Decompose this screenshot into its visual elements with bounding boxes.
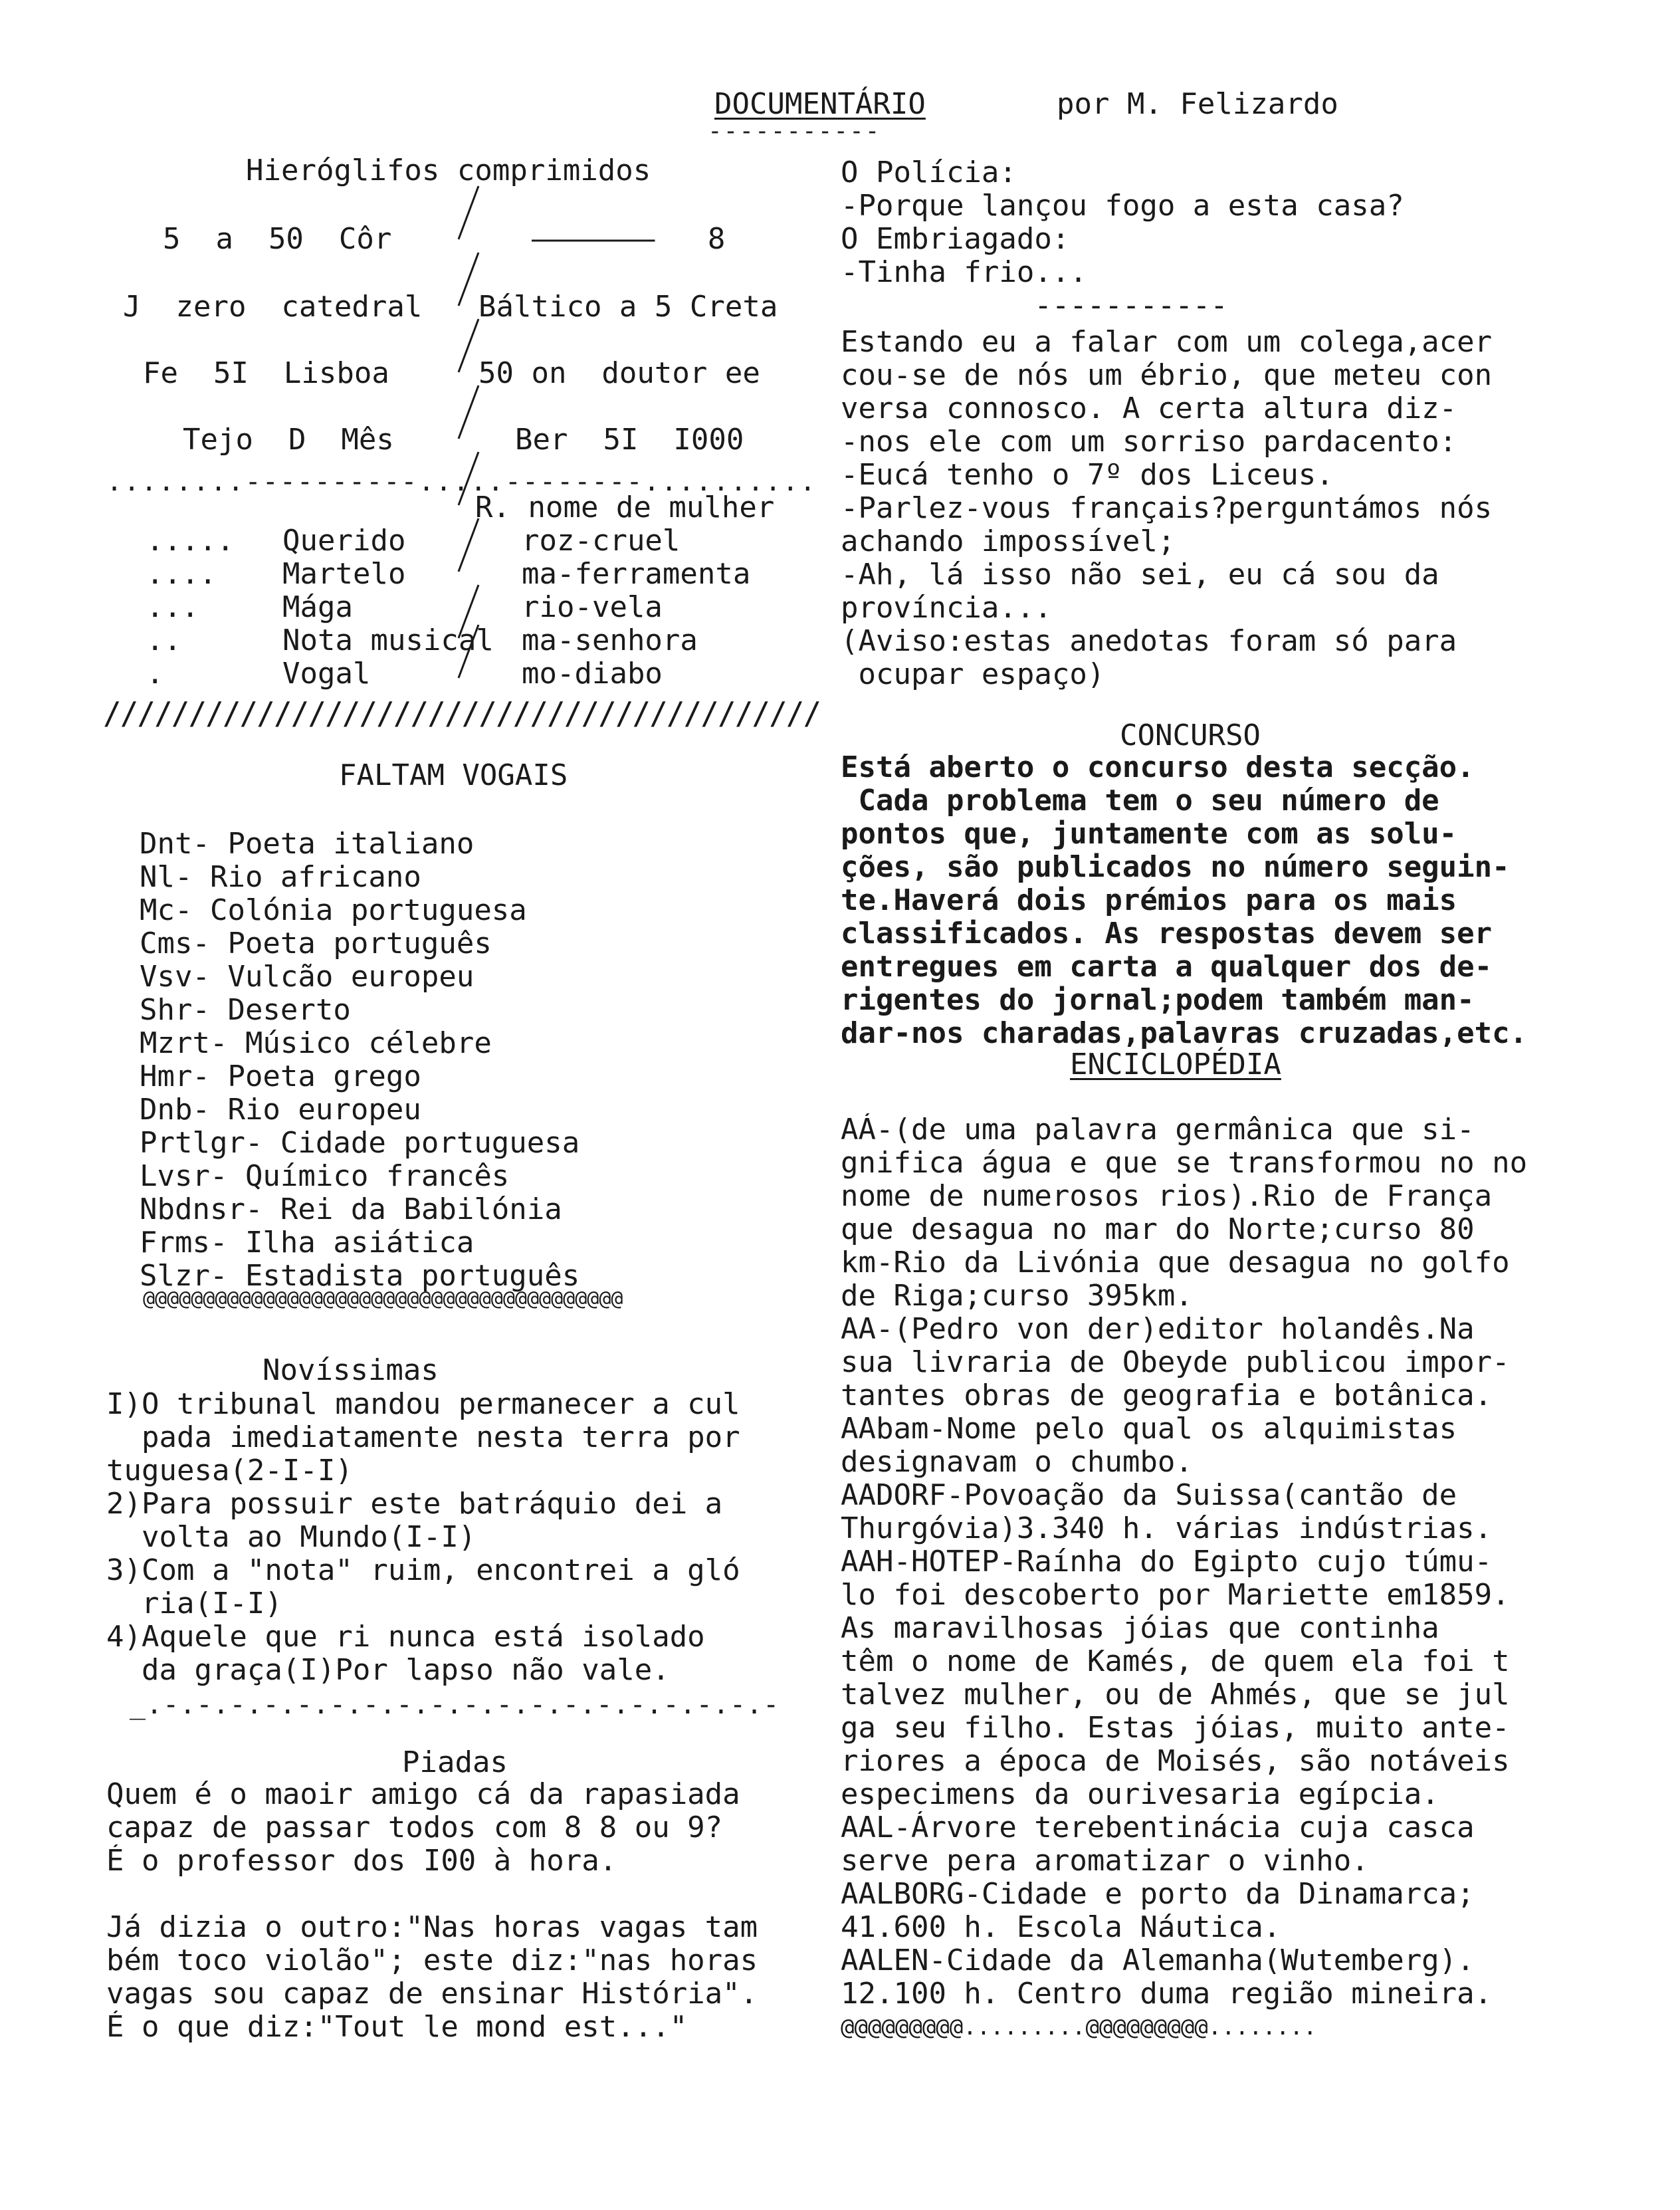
entry-line: especimens da ourivesaria egípcia. xyxy=(841,1778,1439,1811)
entry-line: designavam o chumbo. xyxy=(841,1446,1193,1479)
entry-line: AALBORG-Cidade e porto da Dinamarca; xyxy=(841,1878,1475,1911)
hieroglyph-row-2-left: J zero catedral xyxy=(123,290,423,324)
puzzle-line: 4)Aquele que ri nunca está isolado xyxy=(106,1620,705,1654)
answer-5-word: Vogal xyxy=(282,657,371,691)
answer-1-hint: roz-cruel xyxy=(522,524,681,558)
piadas-body xyxy=(106,1778,837,2044)
list-item: Lvsr- Químico francês xyxy=(140,1160,510,1193)
slash-divider xyxy=(439,160,492,685)
puzzle-line: 3)Com a "nota" ruim, encontrei a gló xyxy=(106,1554,740,1587)
hieroglyph-row-4-left: Tejo D Mês xyxy=(183,423,394,457)
hieroglyph-row-3-right: 50 on doutor ee xyxy=(478,356,760,390)
anecdote-line: Estando eu a falar com um colega,acer xyxy=(841,326,1493,359)
anecdote-line: província... xyxy=(841,592,1052,625)
contest-line: classificados. As respostas devem ser xyxy=(841,917,1493,950)
entry-line: 41.600 h. Escola Náutica. xyxy=(841,1911,1281,1944)
contest-line: Está aberto o concurso desta secção. xyxy=(841,751,1475,784)
answer-2-dots: .... xyxy=(146,557,217,591)
list-item: Dnb- Rio europeu xyxy=(140,1093,421,1127)
joke-line: bém toco violão"; este diz:"nas horas xyxy=(106,1944,758,1977)
hieroglyph-row-3-left: Fe 5I Lisboa xyxy=(143,356,389,390)
answer-2-word: Martelo xyxy=(282,557,406,591)
entry-line: têm o nome de Kamés, de quem ela foi t xyxy=(841,1645,1510,1678)
list-item: Nl- Rio africano xyxy=(140,861,421,894)
enciclopedia-body xyxy=(841,1113,1612,2044)
entry-line: km-Rio da Livónia que desagua no golfo xyxy=(841,1246,1510,1279)
answer-5-dots: . xyxy=(146,657,164,691)
entry-line: As maravilhosas jóias que continha xyxy=(841,1612,1439,1645)
entry-line: ga seu filho. Estas jóias, muito ante- xyxy=(841,1712,1510,1745)
faltam-vogais-title: FALTAM VOGAIS xyxy=(339,758,568,792)
anecdote-line: -nos ele com um sorriso pardacento: xyxy=(841,425,1457,459)
answer-3-hint: rio-vela xyxy=(522,590,663,624)
list-item: Dnt- Poeta italiano xyxy=(140,828,474,861)
joke-line: Já dizia o outro:"Nas horas vagas tam xyxy=(106,1911,758,1944)
hieroglyphs-title: Hieróglifos comprimidos xyxy=(246,154,651,187)
contest-line: rigentes do jornal;podem também man- xyxy=(841,984,1475,1017)
list-item: Slzr- Estadista português xyxy=(140,1260,580,1293)
joke-line: É o que diz:"Tout le mond est..." xyxy=(106,2011,688,2044)
entry-line: de Riga;curso 395km. xyxy=(841,1279,1193,1313)
answer-4-word: Nota musical xyxy=(282,623,494,657)
entry-line: tantes obras de geografia e botânica. xyxy=(841,1379,1493,1412)
answer-1-word: Querido xyxy=(282,524,406,558)
page-title: DOCUMENTÁRIO xyxy=(714,87,926,121)
anecdote-line: ocupar espaço) xyxy=(841,658,1105,691)
concurso-title: CONCURSO xyxy=(1120,718,1261,752)
novissimas-title: Novíssimas xyxy=(262,1353,439,1387)
entry-line: sua livraria de Obeyde publicou impor- xyxy=(841,1346,1510,1379)
anecdote-line: versa connosco. A certa altura diz- xyxy=(841,392,1457,425)
puzzle-line: ria(I-I) xyxy=(106,1587,282,1620)
puzzle-line: volta ao Mundo(I-I) xyxy=(106,1521,476,1554)
hieroglyph-row-1-right: ——————— 8 xyxy=(532,222,726,256)
anecdote-line: -Ah, lá isso não sei, eu cá sou da xyxy=(841,558,1439,592)
entry-line: 12.100 h. Centro duma região mineira. xyxy=(841,1977,1493,2011)
entry-line: nome de numerosos rios).Rio de França xyxy=(841,1180,1493,1213)
entry-line: AÁ-(de uma palavra germânica que si- xyxy=(841,1113,1475,1147)
dash-divider-left: _.-.-.-.-.-.-.-.-.-.-.-.-.-.-.-.-.-.-.- xyxy=(130,1690,780,1720)
dialogue-line: O Embriagado: xyxy=(841,223,1070,256)
hieroglyph-row-4-right: Ber 5I I000 xyxy=(515,423,744,457)
list-item: Prtlgr- Cidade portuguesa xyxy=(140,1127,580,1160)
list-item: Nbdnsr- Rei da Babilónia xyxy=(140,1193,562,1226)
anecdote-line: achando impossível; xyxy=(841,525,1176,558)
entry-line: AA-(Pedro von der)editor holandês.Na xyxy=(841,1313,1475,1346)
contest-line: pontos que, juntamente com as solu- xyxy=(841,818,1457,851)
anecdote-line: -Eucá tenho o 7º dos Liceus. xyxy=(841,459,1334,492)
dialogue-line: -Tinha frio... xyxy=(841,256,1087,289)
answer-4-dots: .. xyxy=(146,623,181,657)
entry-line: AAbam-Nome pelo qual os alquimistas xyxy=(841,1412,1457,1446)
list-item: Frms- Ilha asiática xyxy=(140,1226,474,1260)
contest-line: ções, são publicados no número seguin- xyxy=(841,851,1510,884)
anecdote-line: -Parlez-vous français?perguntámos nós xyxy=(841,492,1493,525)
answer-3-word: Mága xyxy=(282,590,353,624)
entry-line: lo foi descoberto por Mariette em1859. xyxy=(841,1579,1510,1612)
answer-4-hint: ma-senhora xyxy=(522,623,698,657)
entry-line: Thurgóvia)3.340 h. várias indústrias. xyxy=(841,1512,1493,1545)
answer-3-dots: ... xyxy=(146,590,199,624)
contest-line: entregues em carta a qualquer dos de- xyxy=(841,950,1493,984)
entry-line: talvez mulher, ou de Ahmés, que se jul xyxy=(841,1678,1510,1712)
faltam-vogais-list xyxy=(140,828,857,1293)
joke-line: capaz de passar todos com 8 8 ou 9? xyxy=(106,1811,723,1844)
hieroglyph-answers-header: R. nome de mulher xyxy=(475,491,775,524)
entry-line: que desagua no mar do Norte;curso 80 xyxy=(841,1213,1475,1246)
list-item: Hmr- Poeta grego xyxy=(140,1060,421,1093)
puzzle-line: tuguesa(2-I-I) xyxy=(106,1454,353,1488)
joke-line: Quem é o maoir amigo cá da rapasiada xyxy=(106,1778,740,1811)
entry-line: AAH-HOTEP-Raínha do Egipto cujo túmu- xyxy=(841,1545,1493,1579)
list-item: Mzrt- Músico célebre xyxy=(140,1027,492,1060)
hieroglyph-row-1-left: 5 a 50 Côr xyxy=(163,222,392,256)
at-divider-left: @@@@@@@@@@@@@@@@@@@@@@@@@@@@@@@@@@@@@@@@ xyxy=(143,1287,623,1311)
hieroglyph-row-2-right: Báltico a 5 Creta xyxy=(478,290,778,324)
dialogue-divider: ----------- xyxy=(841,289,1228,322)
entry-line: serve pera aromatizar o vinho. xyxy=(841,1844,1369,1878)
joke-line xyxy=(106,1878,837,1911)
joke-line: É o professor dos I00 à hora. xyxy=(106,1844,617,1878)
contest-line: Cada problema tem o seu número de xyxy=(841,784,1439,818)
hatch-divider: ////////////////////////////////////////// xyxy=(103,695,821,731)
answer-1-dots: ..... xyxy=(146,524,235,558)
list-item: Vsv- Vulcão europeu xyxy=(140,960,474,994)
list-item: Mc- Colónia portuguesa xyxy=(140,894,527,927)
list-item: Shr- Deserto xyxy=(140,994,351,1027)
puzzle-line: 2)Para possuir este batráquio dei a xyxy=(106,1488,723,1521)
answer-5-hint: mo-diabo xyxy=(522,657,663,691)
answer-2-hint: ma-ferramenta xyxy=(522,557,751,591)
anedota-body xyxy=(841,326,1612,691)
enciclopedia-title: ENCICLOPÉDIA xyxy=(1070,1048,1281,1081)
anecdote-line: cou-se de nós um ébrio, que meteu con xyxy=(841,359,1493,392)
puzzle-line: I)O tribunal mandou permanecer a cul xyxy=(106,1388,740,1421)
entry-line: AAL-Árvore terebentinácia cuja casca xyxy=(841,1811,1475,1844)
anecdote-line: (Aviso:estas anedotas foram só para xyxy=(841,625,1457,658)
dialogue-line: -Porque lançou fogo a esta casa? xyxy=(841,189,1404,223)
title-underline: ----------- xyxy=(708,118,881,145)
contest-line: dar-nos charadas,palavras cruzadas,etc. xyxy=(841,1017,1528,1050)
piadas-title: Piadas xyxy=(402,1745,508,1779)
entry-line: riores a época de Moisés, são notáveis xyxy=(841,1745,1510,1778)
entry-line: AALEN-Cidade da Alemanha(Wutemberg). xyxy=(841,1944,1475,1977)
author-byline: por M. Felizardo xyxy=(1057,87,1338,121)
concurso-body xyxy=(841,751,1612,1050)
list-item: Cms- Poeta português xyxy=(140,927,492,960)
dialogue-line: O Polícia: xyxy=(841,156,1017,189)
novissimas-body xyxy=(106,1388,817,1687)
hieroglyph-dots-line: ........----------.....--------.......... xyxy=(106,467,817,497)
entry-line: gnifica água e que se transformou no no xyxy=(841,1147,1528,1180)
entry-line: AADORF-Povoação da Suissa(cantão de xyxy=(841,1479,1457,1512)
joke-line: vagas sou capaz de ensinar História". xyxy=(106,1977,758,2011)
puzzle-line: da graça(I)Por lapso não vale. xyxy=(106,1654,670,1687)
contest-line: te.Haverá dois prémios para os mais xyxy=(841,884,1457,917)
puzzle-line: pada imediatamente nesta terra por xyxy=(106,1421,740,1454)
entry-line-divider: @@@@@@@@@.........@@@@@@@@@........ xyxy=(841,2014,1317,2041)
policia-dialogue xyxy=(841,156,1612,322)
